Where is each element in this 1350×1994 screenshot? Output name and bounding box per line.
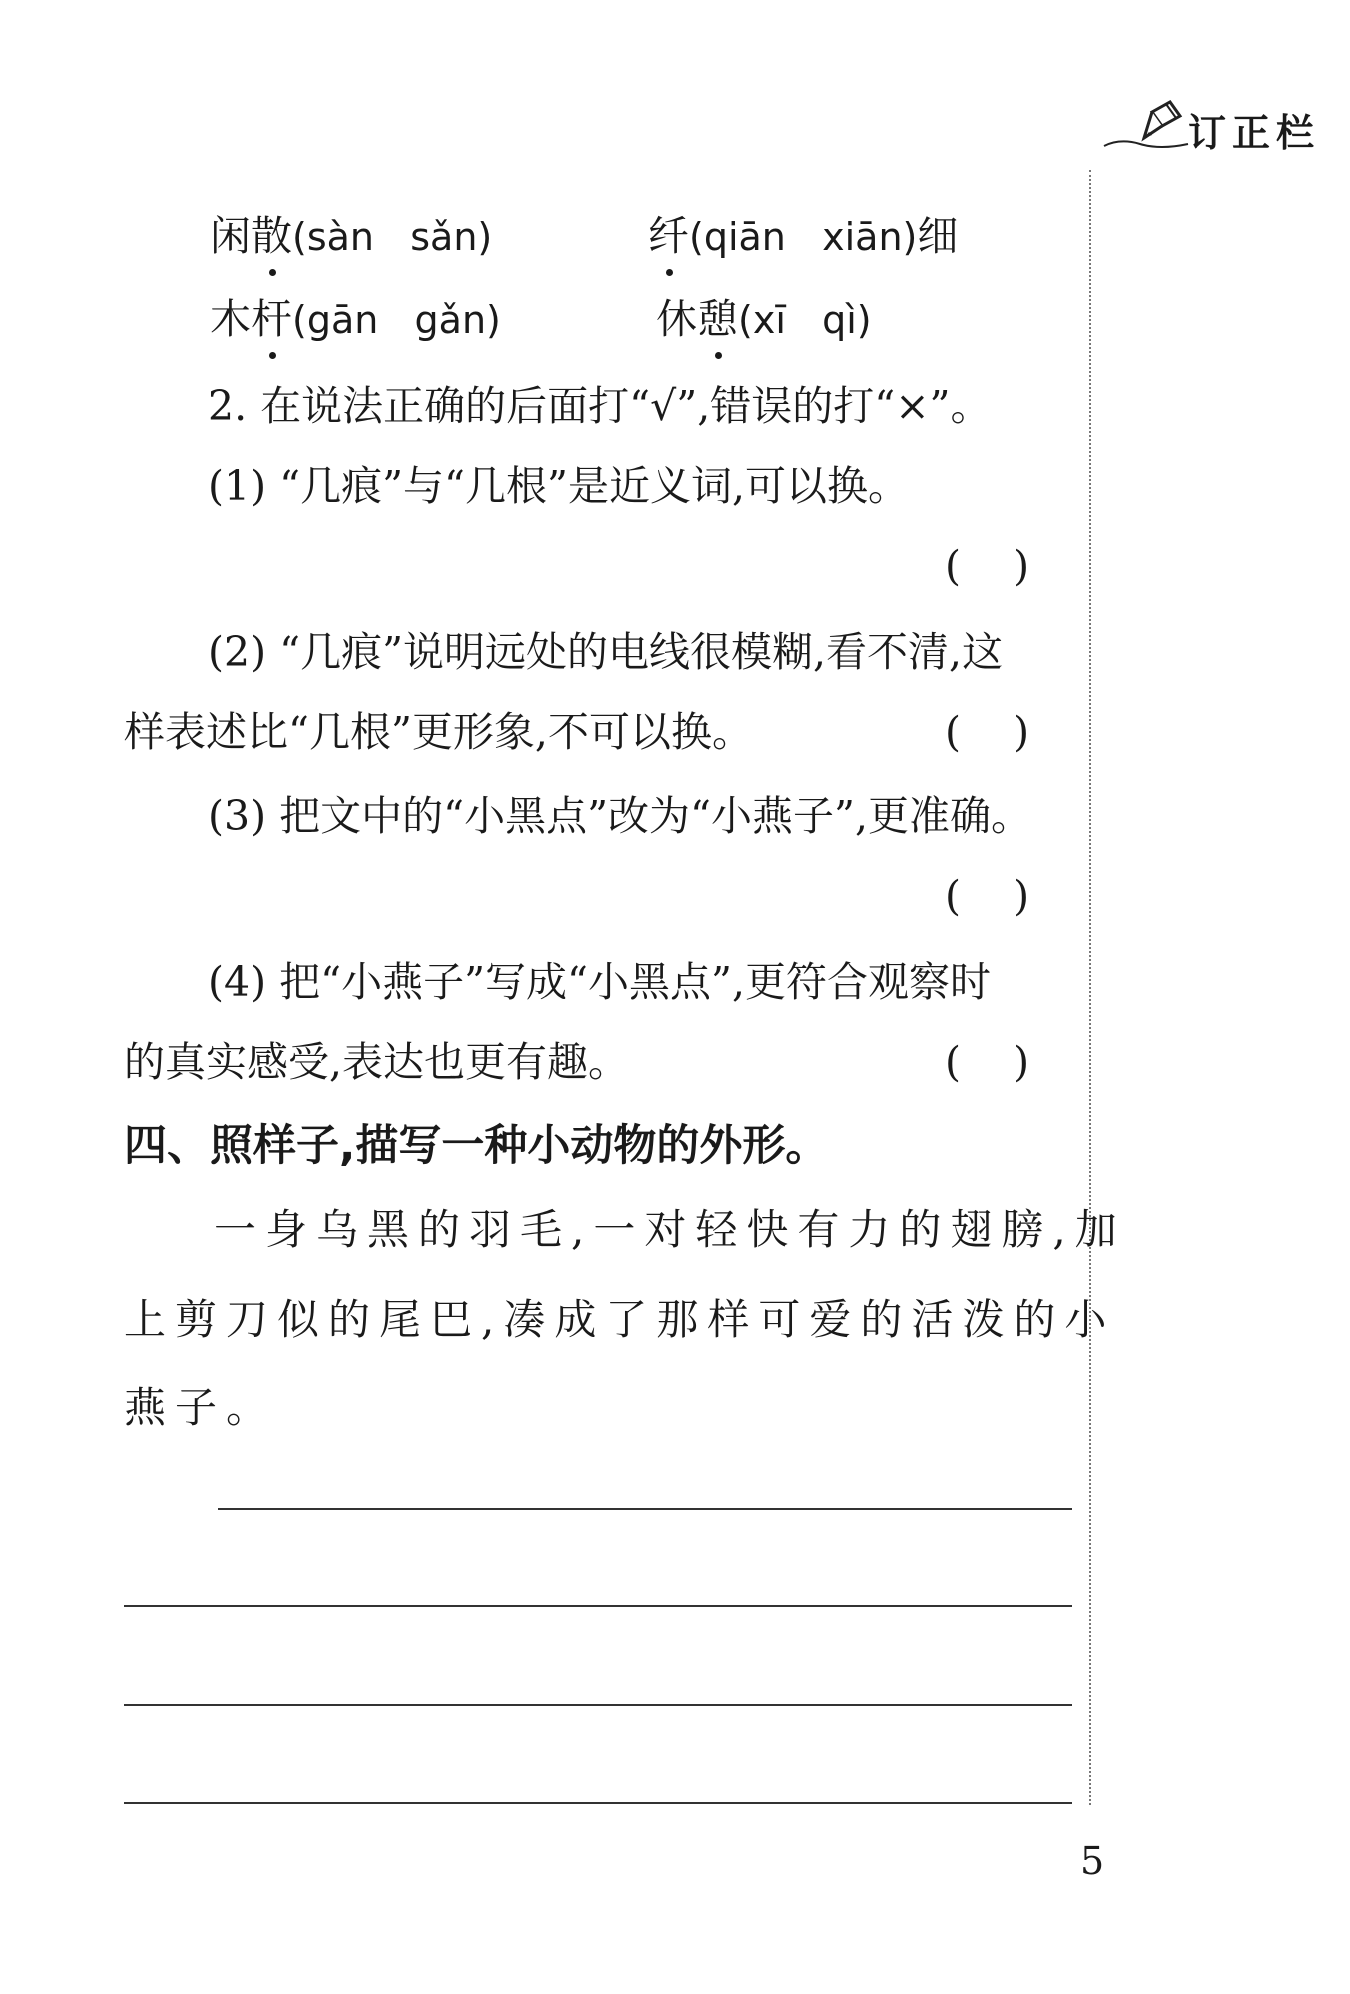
pencil-icon: [1100, 94, 1190, 154]
pinyin-pair-4: 休憩(xī qì): [656, 289, 872, 350]
q2-instruction: 2. 在说法正确的后面打“√”,错误的打“×”。: [208, 382, 992, 430]
q2-item-2-text-cont: 样表述比“几根”更形象,不可以换。: [124, 708, 753, 756]
q2-item-3-text: (3) 把文中的“小黑点”改为“小燕子”,更准确。: [208, 792, 1032, 840]
dotted-char: 纤: [648, 206, 689, 266]
pinyin-pair-2: 纤(qiān xiān)细: [648, 206, 958, 267]
q2-item-1-text: (1) “几痕”与“几根”是近义词,可以换。: [208, 462, 909, 510]
q2-item-2-text: (2) “几痕”说明远处的电线很模糊,看不清,这: [208, 628, 1004, 676]
pinyin-pair-1: 闲散(sàn sǎn): [210, 206, 492, 267]
pinyin-pair-3: 木杆(gān gǎn): [210, 289, 501, 350]
answer-line-2[interactable]: [124, 1605, 1072, 1607]
q2-item-1-answer-box[interactable]: ( ): [945, 542, 1030, 590]
correction-column-divider: [1089, 170, 1091, 1805]
answer-line-3[interactable]: [124, 1704, 1072, 1706]
example-line-3: 燕子。: [124, 1383, 278, 1432]
dotted-char: 憩: [697, 289, 738, 349]
correction-column-title: 订正栏: [1188, 111, 1321, 155]
q2-item-2-answer-box[interactable]: ( ): [945, 708, 1030, 756]
section-4-title: 四、照样子,描写一种小动物的外形。: [124, 1121, 829, 1171]
example-line-1: 一身乌黑的羽毛,一对轻快有力的翅膀,加: [214, 1205, 1126, 1254]
example-line-2: 上剪刀似的尾巴,凑成了那样可爱的活泼的小: [124, 1295, 1116, 1344]
page-number: 5: [1080, 1839, 1105, 1883]
q2-item-4-text: (4) 把“小燕子”写成“小黑点”,更符合观察时: [208, 958, 991, 1006]
dotted-char: 杆: [251, 289, 292, 349]
dotted-char: 散: [251, 206, 292, 266]
answer-line-1[interactable]: [218, 1508, 1072, 1510]
q2-item-4-text-cont: 的真实感受,表达也更有趣。: [124, 1038, 630, 1086]
q2-item-4-answer-box[interactable]: ( ): [945, 1038, 1030, 1086]
answer-line-4[interactable]: [124, 1802, 1072, 1804]
q2-item-3-answer-box[interactable]: ( ): [945, 872, 1030, 920]
